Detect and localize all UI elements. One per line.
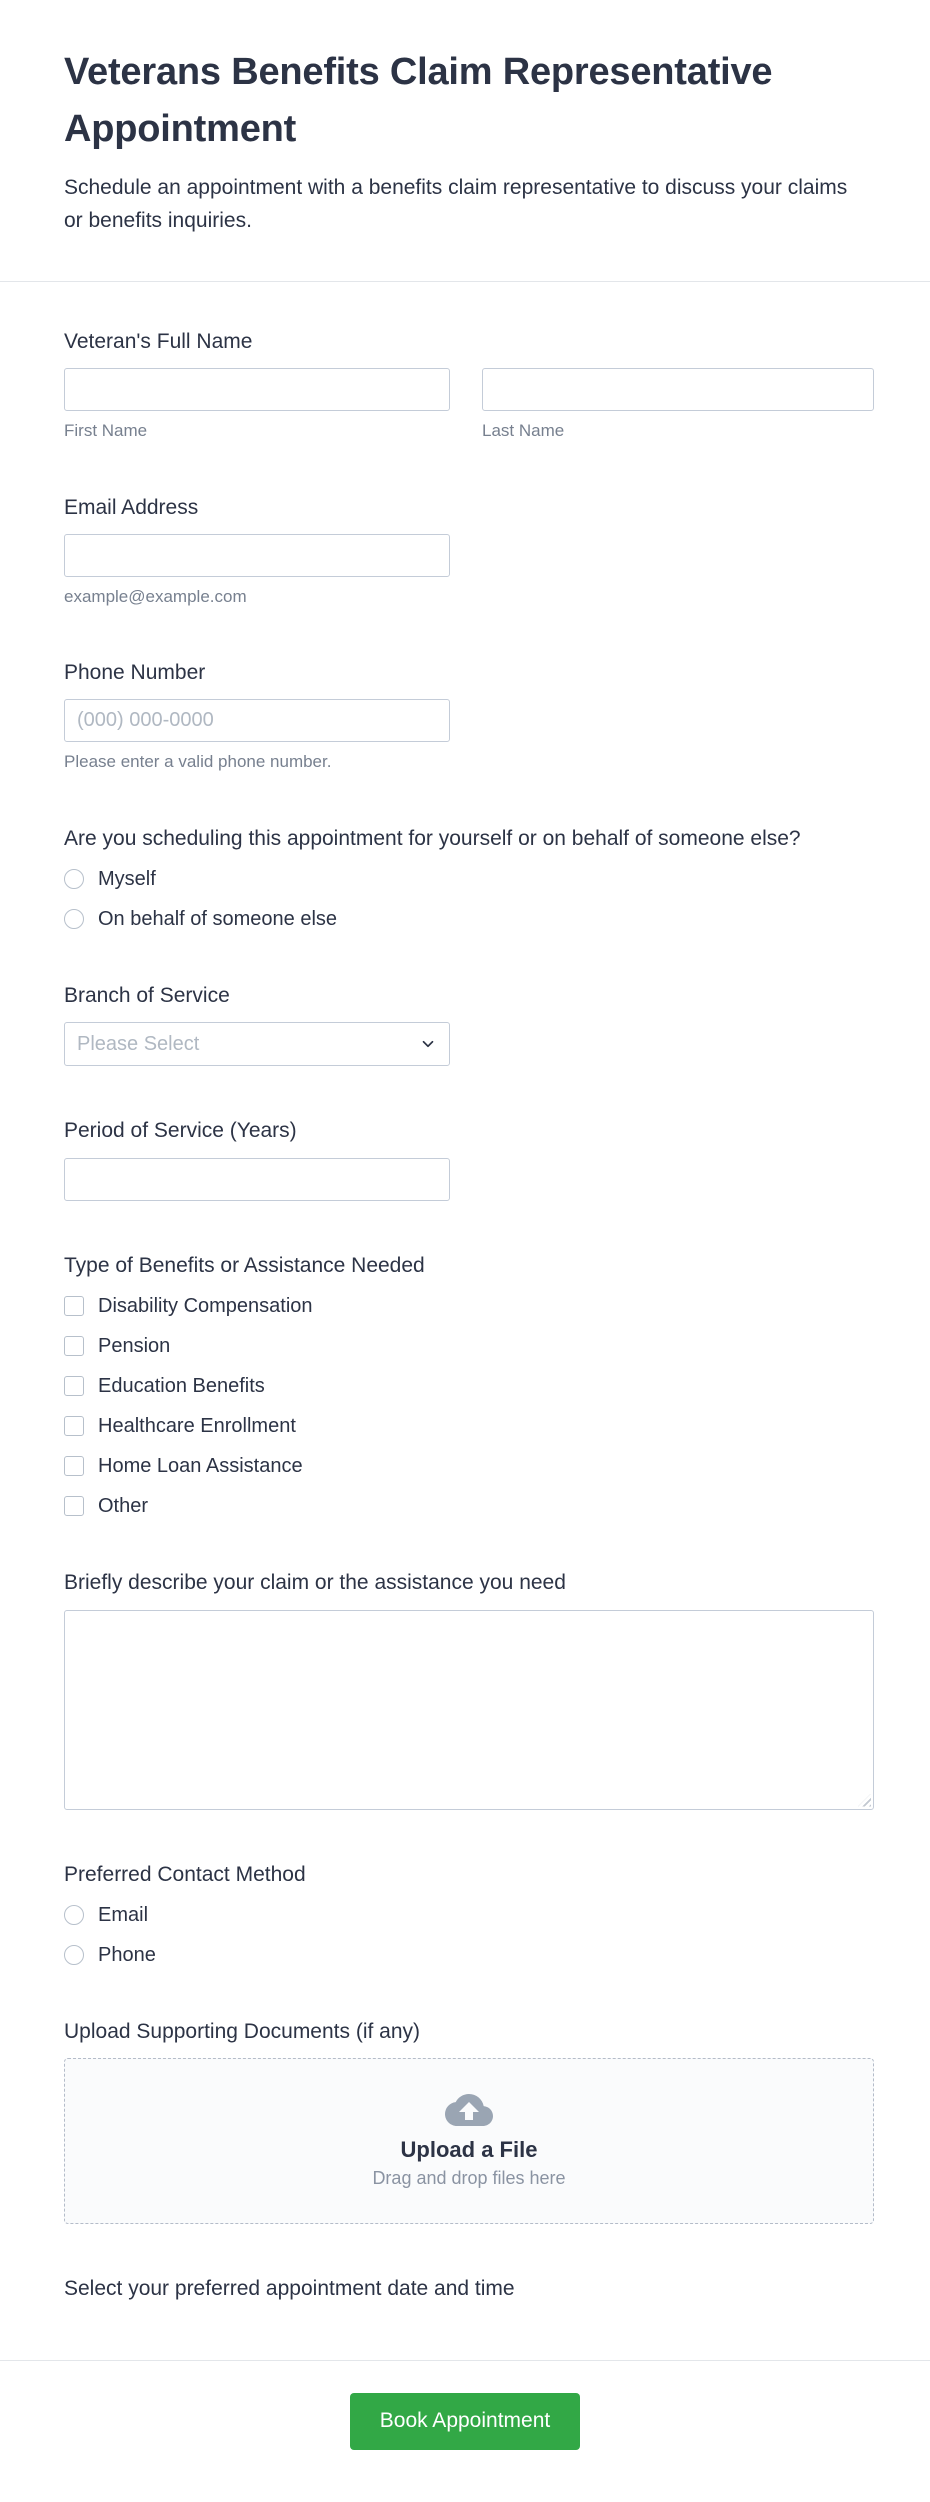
last-name-col <box>482 368 874 442</box>
radio-icon[interactable] <box>64 909 84 929</box>
email-label: Email Address <box>64 495 199 519</box>
form-body <box>0 282 930 2360</box>
scheduling-for-label: Are you scheduling this appointment for yourself or on behalf of someone else? <box>64 826 801 850</box>
branch-of-service-label: Branch of Service <box>64 983 230 1007</box>
period-of-service-label: Period of Service (Years) <box>64 1119 297 1143</box>
checkbox-option-label: Home Loan Assistance <box>98 1455 303 1478</box>
radio-option-myself[interactable] <box>64 867 874 891</box>
checkbox-icon[interactable] <box>64 1336 84 1356</box>
question-appointment <box>64 2249 874 2359</box>
radio-option-label: Phone <box>98 1943 156 1966</box>
radio-icon[interactable] <box>64 1905 84 1925</box>
checkbox-option-disability-compensation[interactable] <box>64 1294 874 1318</box>
email-sublabel: example@example.com <box>64 586 247 606</box>
scheduling-for-options <box>64 867 874 931</box>
period-of-service-input[interactable] <box>64 1158 450 1201</box>
checkbox-option-education-benefits[interactable] <box>64 1374 874 1398</box>
question-scheduling-for <box>64 799 874 956</box>
form-header <box>0 0 930 281</box>
checkbox-icon[interactable] <box>64 1496 84 1516</box>
checkbox-icon[interactable] <box>64 1416 84 1436</box>
email-input[interactable] <box>64 534 450 577</box>
branch-of-service-select[interactable] <box>64 1022 450 1066</box>
radio-option-label: On behalf of someone else <box>98 907 338 930</box>
checkbox-option-label: Other <box>98 1495 149 1518</box>
benefits-type-label: Type of Benefits or Assistance Needed <box>64 1253 425 1277</box>
cloud-upload-icon <box>445 2094 493 2128</box>
upload-button-text[interactable]: Upload a File <box>400 2136 538 2162</box>
description-textarea[interactable] <box>64 1610 874 1810</box>
full-name-label: Veteran's Full Name <box>64 330 253 354</box>
radio-option-label: Myself <box>98 867 156 890</box>
name-row <box>64 368 874 442</box>
question-email <box>64 468 874 633</box>
radio-option-on-behalf[interactable] <box>64 907 874 931</box>
question-upload <box>64 1992 874 2249</box>
checkbox-option-home-loan-assistance[interactable] <box>64 1454 874 1478</box>
radio-icon[interactable] <box>64 1945 84 1965</box>
appointment-label: Select your preferred appointment date and time <box>64 2277 515 2301</box>
phone-label: Phone Number <box>64 661 206 685</box>
radio-option-label: Email <box>98 1903 149 1926</box>
description-label: Briefly describe your claim or the assistance you need <box>64 1571 566 1595</box>
checkbox-option-label: Healthcare Enrollment <box>98 1415 296 1438</box>
checkbox-option-label: Disability Compensation <box>98 1295 313 1318</box>
select-placeholder: Please Select <box>77 1032 200 1055</box>
upload-label: Upload Supporting Documents (if any) <box>64 2019 421 2043</box>
question-period-of-service <box>64 1091 874 1225</box>
question-benefits-type <box>64 1226 874 1543</box>
question-description <box>64 1543 874 1834</box>
checkbox-icon[interactable] <box>64 1296 84 1316</box>
upload-hint: Drag and drop files here <box>372 2167 566 2188</box>
radio-option-phone[interactable] <box>64 1943 874 1967</box>
question-full-name <box>64 302 874 467</box>
first-name-input[interactable] <box>64 368 450 411</box>
form-footer <box>0 2361 930 2502</box>
question-phone <box>64 633 874 798</box>
question-contact-method <box>64 1835 874 1992</box>
last-name-input[interactable] <box>482 368 874 411</box>
last-name-sublabel: Last Name <box>482 421 565 441</box>
file-upload-dropzone[interactable] <box>64 2058 874 2224</box>
radio-option-email[interactable] <box>64 1903 874 1927</box>
phone-sublabel: Please enter a valid phone number. <box>64 752 332 772</box>
contact-method-options <box>64 1903 874 1967</box>
question-branch-of-service <box>64 956 874 1091</box>
chevron-down-icon <box>419 1035 437 1053</box>
checkbox-option-other[interactable] <box>64 1494 874 1518</box>
checkbox-option-label: Education Benefits <box>98 1375 265 1398</box>
phone-input[interactable] <box>64 699 450 742</box>
checkbox-option-label: Pension <box>98 1335 171 1358</box>
checkbox-option-pension[interactable] <box>64 1334 874 1358</box>
checkbox-icon[interactable] <box>64 1376 84 1396</box>
first-name-sublabel: First Name <box>64 421 148 441</box>
radio-icon[interactable] <box>64 869 84 889</box>
description-textarea-wrap <box>64 1610 874 1810</box>
contact-method-label: Preferred Contact Method <box>64 1862 306 1886</box>
checkbox-icon[interactable] <box>64 1456 84 1476</box>
first-name-col <box>64 368 450 442</box>
page-title: Veterans Benefits Claim Representative Appointment <box>64 51 773 150</box>
checkbox-option-healthcare-enrollment[interactable] <box>64 1414 874 1438</box>
benefits-type-options <box>64 1294 874 1518</box>
form-subtitle: Schedule an appointment with a benefits claim representative to discuss your claims or benefits inquiries. <box>64 176 848 232</box>
book-appointment-button[interactable]: Book Appointment <box>350 2393 580 2450</box>
